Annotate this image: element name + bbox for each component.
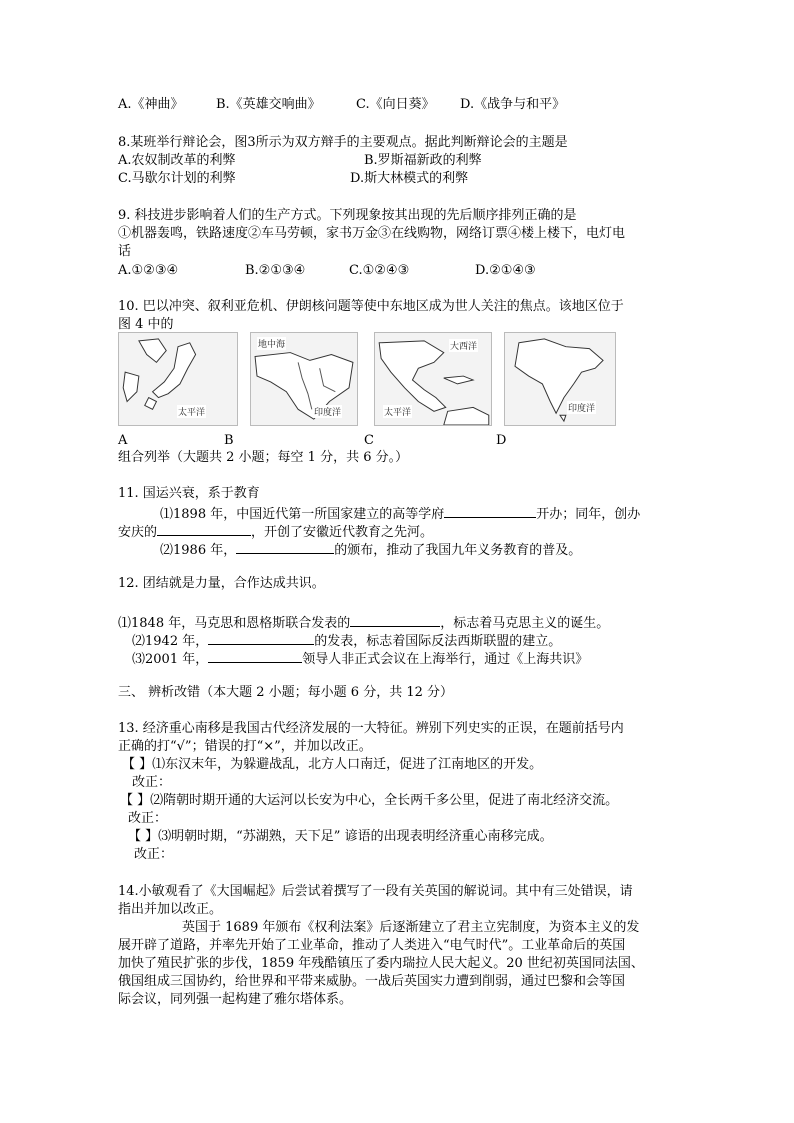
q7-options: [118, 96, 565, 114]
q9-stem-3: 话: [118, 244, 132, 259]
q7-option-a: A.《神曲》: [118, 97, 184, 112]
q13-fix-2: 改正：: [128, 811, 168, 826]
map-letter-b: B: [224, 433, 234, 448]
q13-item-3-text: ⑶明朝时期，“苏湖熟，天下足” 谚语的出现表明经济重心南移完成。: [158, 829, 553, 844]
q13-bracket-2[interactable]: 【 】: [120, 793, 151, 808]
q13-item-2: [120, 792, 618, 810]
q11-blank-2[interactable]: [157, 521, 251, 536]
map-d-label-indian-ocean: 印度洋: [567, 401, 596, 414]
map-b-label-indian-ocean: 印度洋: [313, 405, 342, 418]
q13-stem-1: 13. 经济重心南移是我国古代经济发展的一大特征。辨别下列史实的正误，在题前括号内: [118, 721, 624, 736]
q14-stem-2: 指出并加以改正。: [118, 902, 223, 917]
q12-line-3: [132, 648, 588, 669]
map-d: [504, 332, 616, 426]
q12-line-1b: ，标志着马克思主义的诞生。: [440, 616, 610, 631]
section-3-heading: 三、 辨析改错（本大题 2 小题；每小题 6 分，共 12 分）: [118, 685, 454, 700]
q8-options-row2: [118, 170, 468, 188]
q11-line-3a: ⑵1986 年，: [160, 543, 237, 558]
q13-bracket-1[interactable]: 【 】: [122, 757, 153, 772]
q9-option-b: B.②①③④: [245, 263, 306, 278]
q8-option-d: D.斯大林模式的利弊: [350, 171, 469, 186]
map-c-label-pacific: 太平洋: [383, 405, 412, 418]
q14-stem-1: 14.小敏观看了《大国崛起》后尝试着撰写了一段有关英国的解说词。其中有三处错误，请: [118, 884, 633, 899]
map-letter-d: D: [496, 433, 507, 448]
q11-title: 11. 国运兴衰，系于教育: [118, 486, 260, 501]
q9-option-d: D.②①④③: [475, 263, 536, 278]
q9-stem-2: ①机器轰鸣，铁路速度②车马劳顿，家书万金③在线购物，网络订票④楼上楼下，电灯电: [118, 226, 626, 241]
q14-para-1: 英国于 1689 年颁布《权利法案》后逐渐建立了君主立宪制度，为资本主义的发: [182, 920, 640, 935]
q9-stem-1: 9. 科技进步影响着人们的生产方式。下列现象按其出现的先后顺序排列正确的是: [118, 208, 577, 223]
q14-para-2: 展开辟了道路，并率先开始了工业革命，推动了人类进入“电气时代”。工业革命后的英国: [118, 938, 626, 953]
q12-blank-2[interactable]: [208, 630, 314, 645]
q11-blank-3[interactable]: [236, 539, 334, 554]
q12-blank-3[interactable]: [208, 648, 302, 663]
q9-options: [118, 262, 536, 280]
q7-option-b: B.《英雄交响曲》: [216, 97, 321, 112]
q14-para-3: 加快了殖民扩张的步伐，1859 年残酷镇压了委内瑞拉人民大起义。20 世纪初英国同法国、: [118, 956, 644, 971]
section-2-heading: 组合列举（大题共 2 小题；每空 1 分，共 6 分。）: [118, 450, 409, 465]
q10-stem-2: 图 4 中的: [118, 317, 174, 332]
map-c-label-atlantic: 大西洋: [449, 339, 478, 352]
q7-option-c: C.《向日葵》: [356, 97, 435, 112]
map-b: [250, 332, 358, 426]
map-letter-c: C: [364, 433, 374, 448]
q10-stem-1: 10. 巴以冲突、叙利亚危机、伊朗核问题等使中东地区成为世人关注的焦点。该地区位于: [118, 299, 624, 314]
q12-line-2b: 的发表，标志着国际反法西斯联盟的建立。: [314, 634, 562, 649]
q13-item-3: [128, 828, 553, 846]
map-c: [374, 332, 492, 426]
q13-stem-2: 正确的打“√”；错误的打“×”，并加以改正。: [118, 739, 372, 754]
q14-para-5: 际会议，同列强一起构建了雅尔塔体系。: [118, 992, 353, 1007]
q11-line-2b: ，开创了安徽近代教育之先河。: [251, 525, 434, 540]
q8-option-a: A.农奴制改革的利弊: [118, 153, 236, 168]
map-a: [118, 332, 238, 426]
q11-blank-1[interactable]: [444, 503, 536, 518]
q11-line-2a: 安庆的: [118, 525, 158, 540]
map-b-label-mediterranean: 地中海: [257, 337, 286, 350]
map-d-india-outline: [505, 333, 615, 425]
q12-line-2a: ⑵1942 年，: [132, 634, 209, 649]
q12-title: 12. 团结就是力量，合作达成共识。: [118, 576, 325, 591]
q9-option-c: C.①②④③: [349, 263, 410, 278]
q13-item-1-text: ⑴东汉末年，为躲避战乱，北方人口南迁，促进了江南地区的开发。: [152, 757, 543, 772]
map-a-label: 太平洋: [177, 405, 206, 418]
q11-line-1a: ⑴1898 年，中国近代第一所国家建立的高等学府: [160, 507, 445, 522]
q11-line-1b: 开办；同年，创办: [536, 507, 641, 522]
q12-line-3b: 领导人非正式会议在上海举行，通过《上海共识》: [302, 652, 589, 667]
q11-line-3: [160, 539, 581, 560]
q13-item-2-text: ⑵隋朝时期开通的大运河以长安为中心，全长两千多公里，促进了南北经济交流。: [150, 793, 619, 808]
map-letters: [118, 432, 506, 450]
map-letter-a: A: [118, 433, 128, 448]
q14-para-4: 俄国组成三国协约，给世界和平带来威胁。一战后英国实力遭到削弱，通过巴黎和会等国: [118, 974, 626, 989]
q8-option-c: C.马歇尔计划的利弊: [118, 171, 236, 186]
q13-fix-1: 改正：: [132, 775, 172, 790]
q13-fix-3: 改正：: [134, 847, 174, 862]
figure-4-maps: [118, 332, 616, 426]
q11-line-3b: 的颁布，推动了我国九年义务教育的普及。: [334, 543, 582, 558]
q8-options-row1: [118, 152, 482, 170]
q12-blank-1[interactable]: [350, 612, 440, 627]
q8-stem: 8.某班举行辩论会，图3所示为双方辩手的主要观点。据此判断辩论会的主题是: [118, 135, 568, 150]
q7-option-d: D.《战争与和平》: [460, 97, 566, 112]
q12-line-3a: ⑶2001 年，: [132, 652, 209, 667]
q12-line-1a: ⑴1848 年，马克思和恩格斯联合发表的: [118, 616, 351, 631]
q8-option-b: B.罗斯福新政的利弊: [364, 153, 482, 168]
q13-item-1: [122, 756, 542, 774]
q9-option-a: A.①②③④: [118, 263, 179, 278]
q13-bracket-3[interactable]: 【 】: [128, 829, 159, 844]
